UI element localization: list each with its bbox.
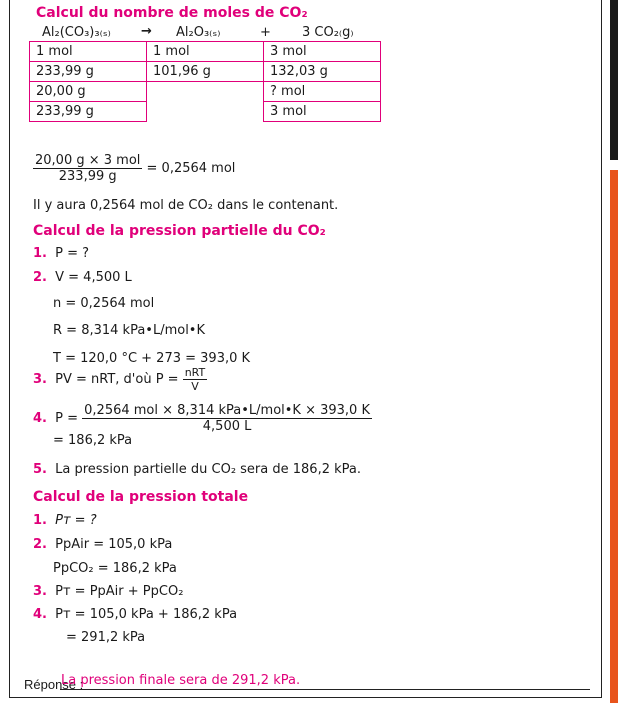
table-row xyxy=(30,82,381,102)
table-cell: 3 mol xyxy=(264,102,381,122)
table-cell xyxy=(147,102,264,122)
pressure-result: = 186,2 kPa xyxy=(53,433,133,448)
step-number: 4. xyxy=(33,411,47,426)
answer-label: Réponse : xyxy=(24,677,84,692)
step-text: P = ? xyxy=(55,246,90,261)
moles-calculation xyxy=(33,153,235,184)
value-t: T = 120,0 °C + 273 = 393,0 K xyxy=(53,351,251,366)
stoichiometry-table xyxy=(29,41,381,122)
step-number: 2. xyxy=(33,270,47,285)
reaction-plus: + xyxy=(260,25,271,40)
step-text: Pт = ? xyxy=(55,513,97,528)
step-number: 1. xyxy=(33,513,47,528)
step-text: La pression partielle du CO₂ sera de 186,2 kPa. xyxy=(55,462,361,477)
table-row xyxy=(30,62,381,82)
pressure-calc-numerator: 0,2564 mol × 8,314 kPa•L/mol•K × 393,0 K xyxy=(84,403,370,418)
formula-numerator: nRT xyxy=(184,366,206,379)
table-cell: 233,99 g xyxy=(30,102,147,122)
step-text: Pт = PpAir + PpCO₂ xyxy=(55,584,184,599)
step-number: 4. xyxy=(33,607,47,622)
section1-title: Calcul du nombre de moles de CO₂ xyxy=(36,5,308,21)
reaction-product2: 3 CO₂₍g₎ xyxy=(302,25,354,40)
reaction-reactant: Al₂(CO₃)₃₍ₛ₎ xyxy=(42,25,111,40)
reaction-product1: Al₂O₃₍ₛ₎ xyxy=(176,25,221,40)
value-r: R = 8,314 kPa•L/mol•K xyxy=(53,323,206,338)
side-tab-orange xyxy=(610,170,618,703)
total-pressure-result: = 291,2 kPa xyxy=(66,630,146,645)
table-cell: 132,03 g xyxy=(264,62,381,82)
table-cell: 1 mol xyxy=(147,42,264,62)
step-text: PpAir = 105,0 kPa xyxy=(55,537,173,552)
table-cell xyxy=(147,82,264,102)
table-cell: ? mol xyxy=(264,82,381,102)
table-cell: 20,00 g xyxy=(30,82,147,102)
moles-calc-numerator: 20,00 g × 3 mol xyxy=(35,153,141,168)
value-pco2: PpCO₂ = 186,2 kPa xyxy=(53,561,177,576)
step-2-3 xyxy=(33,366,207,393)
step-3-2 xyxy=(33,537,172,552)
step-2-2 xyxy=(33,270,132,285)
pressure-calc-denominator: 4,500 L xyxy=(202,419,252,434)
step-text: Pт = 105,0 kPa + 186,2 kPa xyxy=(55,607,238,622)
moles-calc-result: = 0,2564 mol xyxy=(146,161,236,176)
step-number: 5. xyxy=(33,462,47,477)
step-number: 3. xyxy=(33,584,47,599)
step-number: 2. xyxy=(33,537,47,552)
moles-calc-denominator: 233,99 g xyxy=(58,169,117,184)
step-3-4 xyxy=(33,607,237,622)
table-cell: 1 mol xyxy=(30,42,147,62)
table-row xyxy=(30,102,381,122)
answer-text: La pression finale sera de 291,2 kPa. xyxy=(61,673,301,688)
table-cell: 101,96 g xyxy=(147,62,264,82)
table-cell: 233,99 g xyxy=(30,62,147,82)
step-number: 1. xyxy=(33,246,47,261)
value-n: n = 0,2564 mol xyxy=(53,296,155,311)
side-tab-black xyxy=(610,0,618,160)
step-2-5 xyxy=(33,462,361,477)
step-2-1 xyxy=(33,246,89,261)
table-cell: 3 mol xyxy=(264,42,381,62)
step-text: PV = nRT, d'où P = xyxy=(55,372,179,387)
table-row xyxy=(30,42,381,62)
answer-underline xyxy=(60,689,590,690)
section3-title: Calcul de la pression totale xyxy=(33,489,249,505)
step-2-4: 4. P = $\frac{\text{0,2564 mol × 8,314 kPa•L/mol•K × 393,0 K}}{4,500 L}$ xyxy=(33,403,370,434)
formula-denominator: V xyxy=(191,380,199,393)
moles-conclusion: Il y aura 0,2564 mol de CO₂ dans le contenant. xyxy=(33,198,339,213)
step-3-1 xyxy=(33,513,97,528)
step-text: V = 4,500 L xyxy=(55,270,132,285)
step-3-3 xyxy=(33,584,183,599)
section2-title: Calcul de la pression partielle du CO₂ xyxy=(33,223,326,239)
step-number: 3. xyxy=(33,372,47,387)
reaction-arrow: → xyxy=(141,24,152,39)
